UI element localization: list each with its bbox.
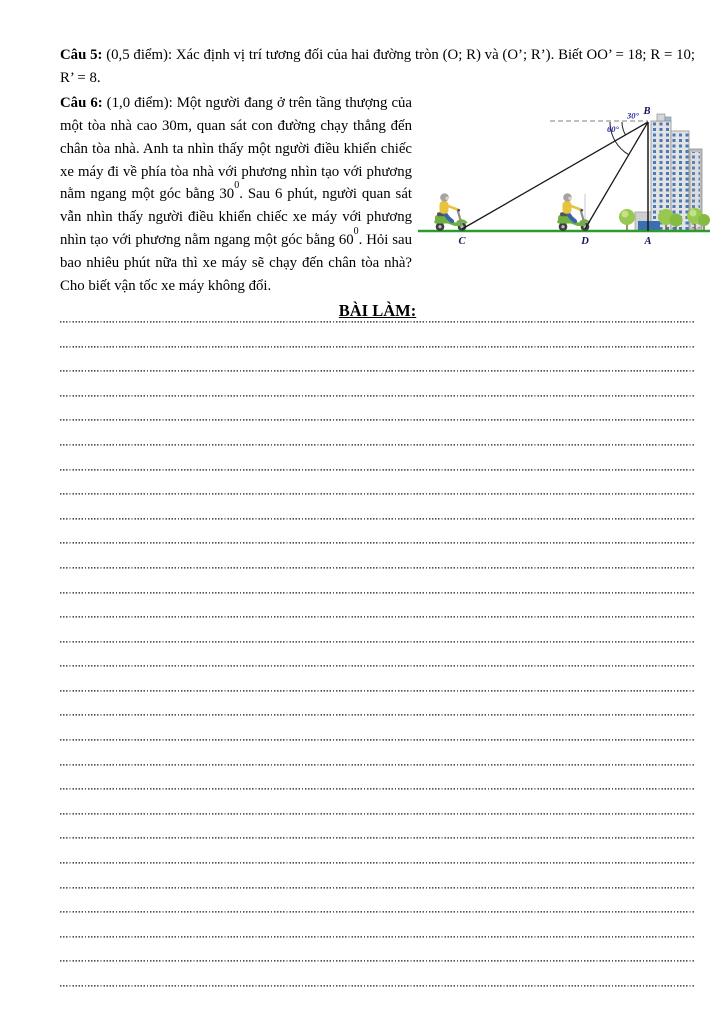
answer-line [60, 370, 695, 395]
answer-line [60, 592, 695, 617]
problem-5 [60, 44, 695, 90]
answer-line [60, 321, 695, 346]
problem-6 [60, 92, 695, 298]
problem-6-text-3: . Hỏi sau bao nhiêu phút nữa thì xe máy sẽ chạy đến chân tòa nhà? Cho biết vận tốc xe máy không đổi. [60, 232, 412, 295]
answer-line [60, 739, 695, 764]
answer-heading [60, 301, 695, 321]
answer-line [60, 493, 695, 518]
answer-line [60, 960, 695, 985]
problem-6-text-2: . Sau 6 phút, người quan sát vẫn nhìn thấy người điều khiển chiếc xe máy với phương nhìn tạo với phương nằm ngang một góc bằng 60 [60, 186, 412, 249]
answer-line [60, 616, 695, 641]
answer-line [60, 444, 695, 469]
angle-arc-30 [622, 122, 626, 135]
problem-5-paragraph [60, 44, 695, 90]
degree-sup-30: 0 [234, 180, 240, 192]
answer-line [60, 911, 695, 936]
problem-5-text: (0,5 điểm): Xác định vị trí tương đối của hai đường tròn (O; R) và (O’; R’). Biết OO’ = 18; R = 10; R’ = 8. [60, 47, 696, 86]
answer-line [60, 788, 695, 813]
angle-label-60: 60° [607, 123, 619, 134]
building-entrance [638, 221, 660, 231]
answer-line [60, 714, 695, 739]
problem-6-label: Câu 6: [60, 94, 103, 111]
answer-line [60, 887, 695, 912]
problem-5-label: Câu 5: [60, 47, 103, 63]
figure-illustration [418, 94, 710, 252]
answer-line [60, 346, 695, 371]
answer-line [60, 862, 695, 887]
answer-line [60, 567, 695, 592]
point-label-d: D [581, 235, 589, 247]
motorbike-rider-c [435, 193, 467, 231]
answer-line [60, 395, 695, 420]
answer-line [60, 542, 695, 567]
point-label-a: A [644, 235, 652, 247]
answer-line [60, 985, 695, 1010]
answer-line [60, 518, 695, 543]
answer-line [60, 665, 695, 690]
answer-line [60, 641, 695, 666]
answer-line [60, 690, 695, 715]
angle-label-30: 30° [627, 110, 639, 121]
answer-line [60, 764, 695, 789]
answer-line [60, 837, 695, 862]
point-label-b: B [643, 105, 651, 117]
answer-line [60, 419, 695, 444]
answer-line [60, 813, 695, 838]
answer-line [60, 469, 695, 494]
degree-sup-60: 0 [353, 225, 359, 237]
answer-lines [60, 321, 695, 1010]
problem-6-figure [418, 94, 710, 274]
point-label-c: C [458, 235, 466, 247]
answer-line [60, 936, 695, 961]
answer-heading-text: BÀI LÀM: [338, 300, 417, 320]
problem-6-text-1: (1,0 điểm): Một người đang ở trên tầng thượng của một tòa nhà cao 30m, quan sát con đường chạy thẳng đến chân tòa nhà. Anh ta nhìn thấy một người điều khiển chiếc xe máy đi về phía tòa nhà với phương nhìn tạo với phương nằm ngang một góc bằng 30 [60, 94, 412, 203]
